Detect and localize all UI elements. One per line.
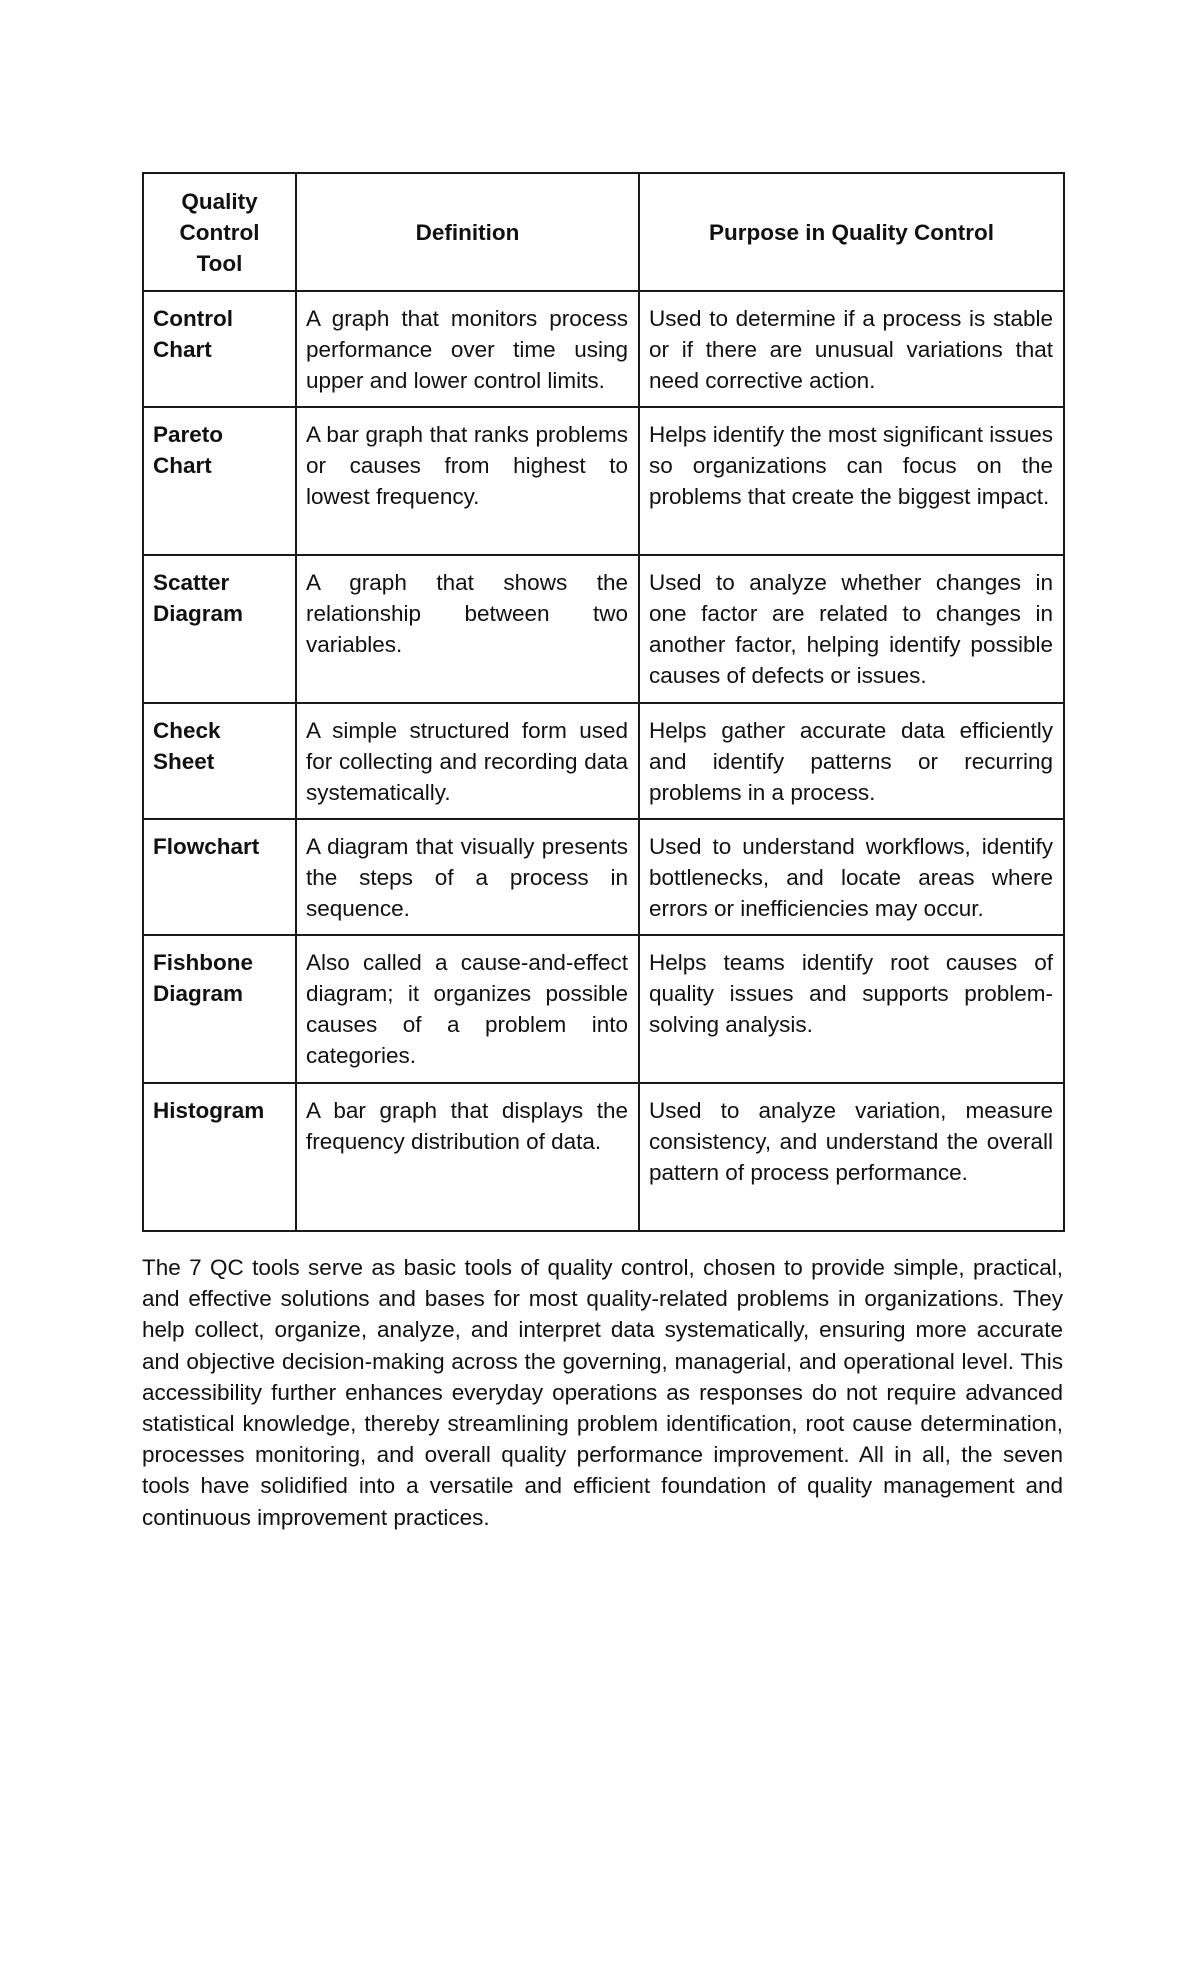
tool-purpose: Helps teams identify root causes of quality issues and supports problem-solving analysis. [639,935,1064,1083]
summary-paragraph: The 7 QC tools serve as basic tools of quality control, chosen to provide simple, practical, and effective solutions and bases for most quality-related problems in organizations. They help collect, organize, analyze, and interpret data systematically, ensuring more accurate and objective decision-making across the governing, managerial, and operational level. This accessibility further enhances everyday operations as responses do not require advanced statistical knowledge, thereby streamlining problem identification, root cause determination, processes monitoring, and overall quality performance improvement. All in all, the seven tools have solidified into a versatile and efficient foundation of quality management and continuous improvement practices. [142,1255,1063,1530]
tool-purpose: Used to understand workflows, identify bottlenecks, and locate areas where errors or inefficiencies may occur. [639,819,1064,935]
tool-definition: Also called a cause-and-effect diagram; it organizes possible causes of a problem into categories. [296,935,639,1083]
tool-name: Check Sheet [143,703,296,819]
tool-name: Histogram [143,1083,296,1231]
table-row [143,819,1064,935]
tool-name: Pareto Chart [143,407,296,555]
table-row [143,407,1064,555]
tool-name: Control Chart [143,291,296,407]
tool-definition: A simple structured form used for collecting and recording data systematically. [296,703,639,819]
tool-name: Flowchart [143,819,296,935]
tool-definition: A bar graph that ranks problems or causes from highest to lowest frequency. [296,407,639,555]
header-purpose: Purpose in Quality Control [639,173,1064,291]
tool-definition: A graph that monitors process performance over time using upper and lower control limits. [296,291,639,407]
tool-purpose: Helps gather accurate data efficiently and identify patterns or recurring problems in a process. [639,703,1064,819]
header-tool: Quality Control Tool [143,173,296,291]
tool-purpose: Helps identify the most significant issues so organizations can focus on the problems that create the biggest impact. [639,407,1064,555]
tool-purpose: Used to determine if a process is stable or if there are unusual variations that need corrective action. [639,291,1064,407]
table-header-row [143,173,1064,291]
tool-definition: A bar graph that displays the frequency distribution of data. [296,1083,639,1231]
quality-control-tools-table [142,172,1065,1232]
table-row [143,935,1064,1083]
tool-name: Fishbone Diagram [143,935,296,1083]
tool-definition: A diagram that visually presents the steps of a process in sequence. [296,819,639,935]
tool-purpose: Used to analyze whether changes in one factor are related to changes in another factor, helping identify possible causes of defects or issues. [639,555,1064,703]
table-row [143,1083,1064,1231]
tool-name: Scatter Diagram [143,555,296,703]
table-row [143,291,1064,407]
tool-purpose: Used to analyze variation, measure consistency, and understand the overall pattern of process performance. [639,1083,1064,1231]
table-row [143,555,1064,703]
header-definition: Definition [296,173,639,291]
table-row [143,703,1064,819]
document-page [142,172,1063,1533]
tool-definition: A graph that shows the relationship between two variables. [296,555,639,703]
